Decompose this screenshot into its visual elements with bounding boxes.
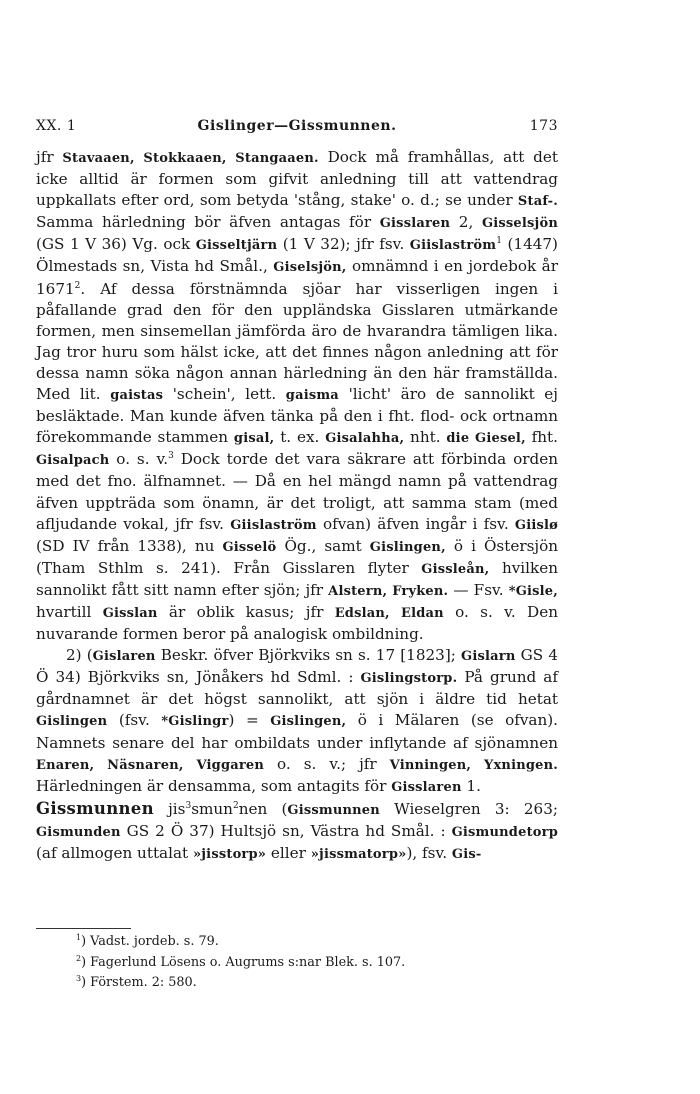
footnotes bbox=[76, 932, 405, 994]
entry-gissmunnen: Gissmunnen jis$^3$smun$^2$nen (Gissmunnen Wieselgren 3: 263; Gismunden GS 2 Ö 37) Hultsjö sn, Västra hd Smål. : Gismundetorp (af allmogen uttalat »jisstorp» eller »jissmatorp»), fsv. Gis- bbox=[36, 798, 558, 862]
footnote: $^3$) Förstem. 2: 580. bbox=[76, 974, 197, 990]
footnote-divider bbox=[36, 928, 131, 929]
footnote-ref-2: 2 bbox=[74, 280, 81, 291]
main-text bbox=[36, 147, 558, 865]
paragraph-1: jfr Stavaaen, Stokkaaen, Stangaaen. Dock må framhållas, att det icke alltid är formen som gifvit anledning till att vattendrag uppkallats efter ord, som betyda 'stång, stake' o. d.; se under Staf-. Samma härledning bör äfven antagas för Gisslaren 2, Gisselsjön (GS 1 V 36) Vg. ock Gisseltjärn (1 V 32); jfr fsv. Giislaström$^1$ (1447) Ölmestads sn, Vista hd Smål., Giselsjön, omnämnd i en jordebok år 1671$^2$. Af dessa förstnämnda sjöar har visserligen ingen i påfallande grad den för den uppländska Gisslaren utmärkande formen, men sinsemellan jämförda äro de hvarandra tämligen lika. Jag tror huru som hälst icke, att det finnes någon anledning att för dessa namn söka någon annan härledning än den här framställda. Med lit. gaistas 'schein', lett. gaisma 'licht' äro de sannolikt ej besläktade. Man kunde äfven tänka på den i fht. flod- ock ortnamn förekommande stammen gisal, t. ex. Gisalahha, nht. die Giesel, fht. Gisalpach o. s. v.$^3$ Dock torde det vara säkrare att förbinda orden med det fno. älfnamnet. — Då en hel mängd namn på vattendrag äfven uppträda som önamn, är det troligt, att samma stam (med afljudande vokal, jfr fsv. Giislaström ofvan) äfven ingår i fsv. Giislø (SD IV från 1338), nu Gisselö Ög., samt Gislingen, ö i Östersjön (Tham Sthlm s. 241). Från Gisslaren flyter Gissleån, hvilken sannolikt fått sitt namn efter sjön; jfr Alstern, Fryken. — Fsv. *Gisle, hvartill Gisslan är oblik kasus; jfr Edslan, Eldan o. s. v. Den nuvarande formen beror på analogisk ombildning. bbox=[36, 148, 559, 644]
running-title: Gislinger—Gissmunnen. bbox=[197, 118, 397, 134]
paragraph-2: 2) (Gislaren Beskr. öfver Björkviks sn s. 17 [1823]; Gislarn GS 4 Ö 34) Björkviks sn, Jönåkers hd Sdml. : Gislingstorp. På grund af gårdnamnet är det högst sannolikt, att sjön i äldre tid hetat Gislingen (fsv. *Gislingr) = Gislingen, ö i Mälaren (se ofvan). Namnets senare del har ombildats under inflytande af sjönamnen Enaren, Näsnaren, Viggaren o. s. v.; jfr Vinningen, Yxningen. Härledningen är densamma, som antagits för Gisslaren 1. bbox=[36, 646, 559, 795]
section-number: XX. 1 bbox=[36, 118, 77, 134]
page-number: 173 bbox=[529, 118, 558, 134]
entry-headword: Gissmunnen bbox=[36, 798, 154, 818]
footnote-ref-3: 3 bbox=[168, 451, 174, 462]
footnote: $^2$) Fagerlund Lösens o. Augrums s:nar Blek. s. 107. bbox=[76, 953, 406, 970]
footnote-ref-1: 1 bbox=[496, 236, 502, 247]
footnote: $^1$) Vadst. jordeb. s. 79. bbox=[76, 933, 219, 949]
